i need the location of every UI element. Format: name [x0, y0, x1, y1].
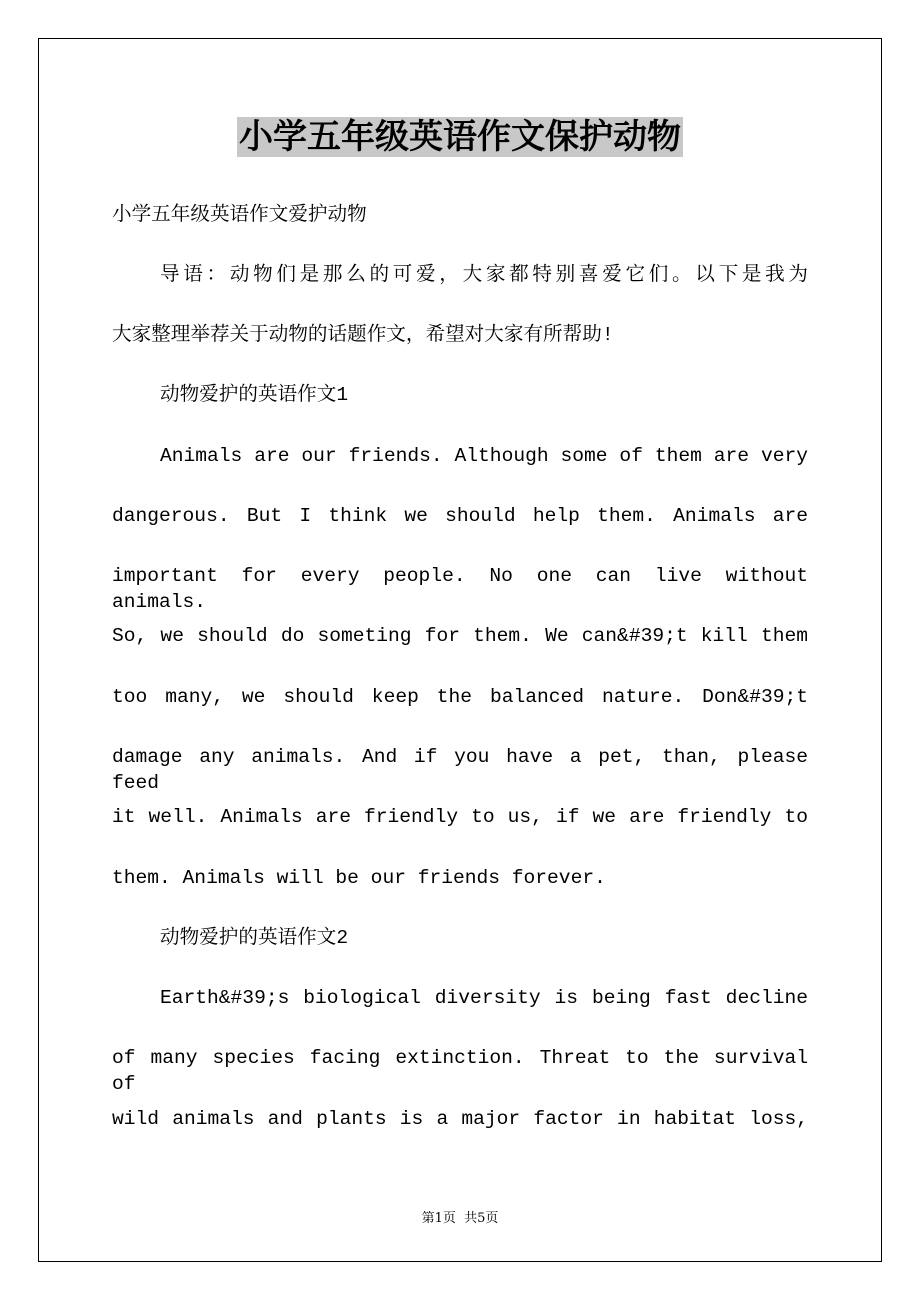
document-title: 小学五年级英语作文保护动物: [239, 117, 681, 157]
subtitle: 小学五年级英语作文爱护动物: [112, 204, 367, 226]
document-title-wrap: [0, 113, 920, 161]
essay-line: dangerous. But I think we should help them. Animals are: [112, 505, 808, 527]
essay-line: Earth&#39;s biological diversity is being fast decline: [160, 987, 808, 1009]
intro-line: 大家整理举荐关于动物的话题作文，希望对大家有所帮助!: [112, 324, 614, 346]
page-number: 第1页 共5页: [421, 1211, 499, 1226]
essay-line: important for every people. No one can live without animals.: [112, 565, 808, 613]
intro-line: 导语：动物们是那么的可爱，大家都特别喜爱它们。以下是我为: [160, 264, 808, 286]
essay-line: them. Animals will be our friends forever.: [112, 867, 606, 889]
essay-line: So, we should do someting for them. We can&#39;t kill them: [112, 625, 808, 647]
essay-line: damage any animals. And if you have a pet, than, please feed: [112, 746, 808, 794]
essay-line: it well. Animals are friendly to us, if we are friendly to: [112, 806, 808, 828]
essay-line: wild animals and plants is a major factor in habitat loss,: [112, 1108, 808, 1130]
essay-line: Animals are our friends. Although some of them are very: [160, 445, 808, 467]
essay-line: too many, we should keep the balanced nature. Don&#39;t: [112, 686, 808, 708]
essay-line: of many species facing extinction. Threat to the survival of: [112, 1047, 808, 1095]
essay-heading-2: 动物爱护的英语作文2: [160, 927, 349, 949]
essay-heading-1: 动物爱护的英语作文1: [160, 384, 349, 406]
